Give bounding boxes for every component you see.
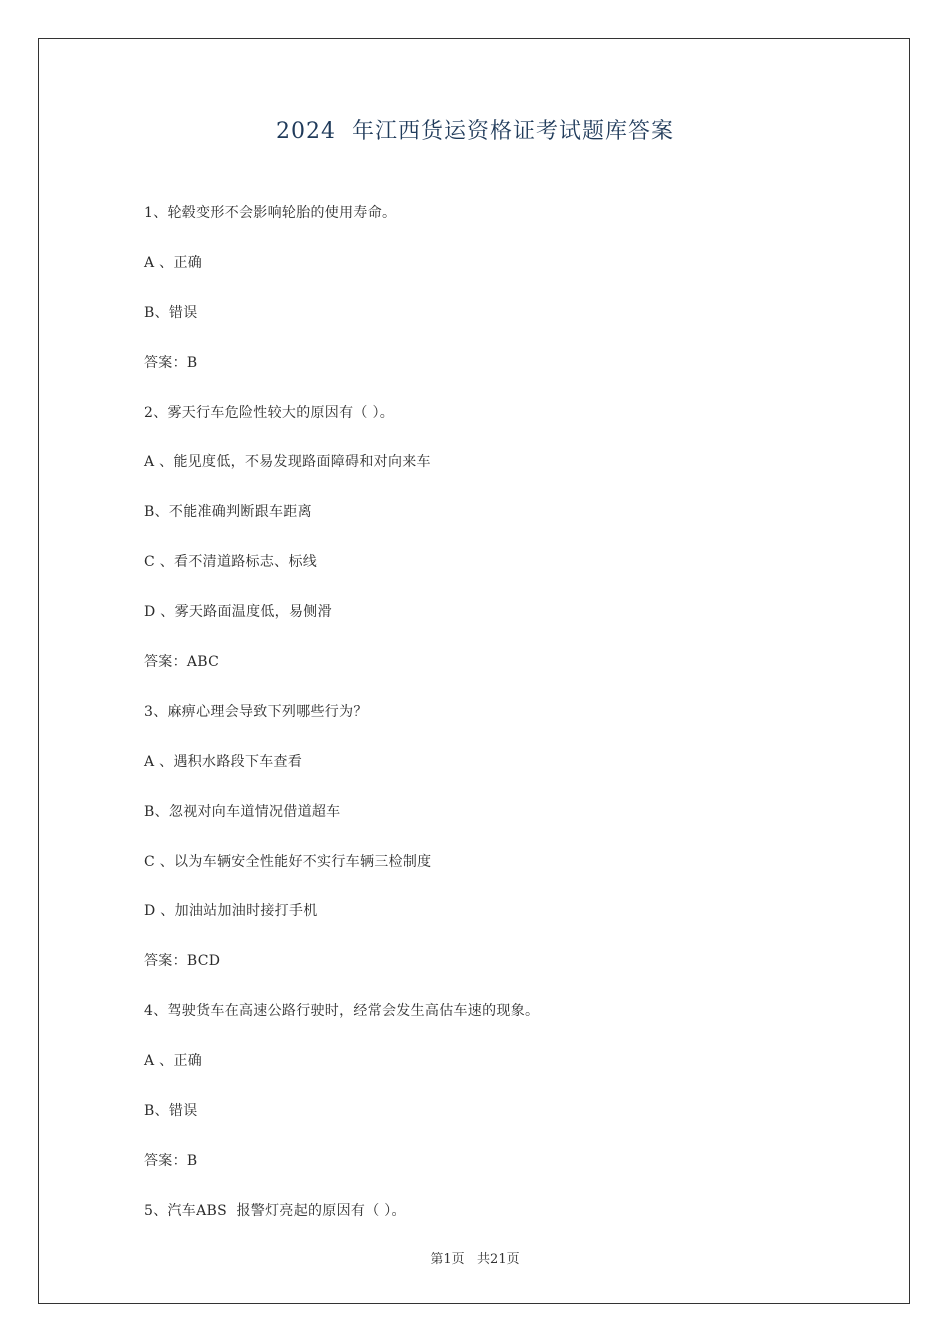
page-footer: 第1页 共21页: [430, 1252, 520, 1267]
option-3c: C 、以为车辆安全性能好不实行车辆三检制度: [144, 853, 432, 870]
question-5: 5、汽车ABS 报警灯亮起的原因有（ ）。: [144, 1202, 406, 1219]
option-3d: D 、加油站加油时接打手机: [144, 903, 318, 920]
answer-2: 答案：ABC: [144, 654, 220, 671]
option-1b: B、错误: [144, 304, 198, 321]
option-1a: A 、正确: [144, 254, 203, 271]
document-title: 2024 年江西货运资格证考试题库答案: [276, 119, 674, 144]
answer-1: 答案：B: [144, 354, 198, 371]
option-4a: A 、正确: [144, 1053, 203, 1070]
question-list: [144, 200, 884, 1248]
option-4b: B、错误: [144, 1103, 198, 1120]
option-3b: B、忽视对向车道情况借道超车: [144, 803, 341, 820]
answer-4: 答案：B: [144, 1152, 198, 1169]
option-2d: D 、雾天路面温度低，易侧滑: [144, 604, 332, 621]
option-2b: B、不能准确判断跟车距离: [144, 504, 312, 521]
option-2c: C 、看不清道路标志、标线: [144, 554, 318, 571]
question-3: 3、麻痹心理会导致下列哪些行为？: [144, 703, 368, 720]
answer-3: 答案：BCD: [144, 953, 221, 970]
option-3a: A 、遇积水路段下车查看: [144, 753, 303, 770]
question-1: 1、轮毂变形不会影响轮胎的使用寿命。: [144, 205, 397, 221]
question-2: 2、雾天行车危险性较大的原因有（ ）。: [144, 404, 395, 421]
question-4: 4、驾驶货车在高速公路行驶时，经常会发生高估车速的现象。: [144, 1003, 540, 1020]
option-2a: A 、能见度低，不易发现路面障碍和对向来车: [144, 454, 431, 471]
